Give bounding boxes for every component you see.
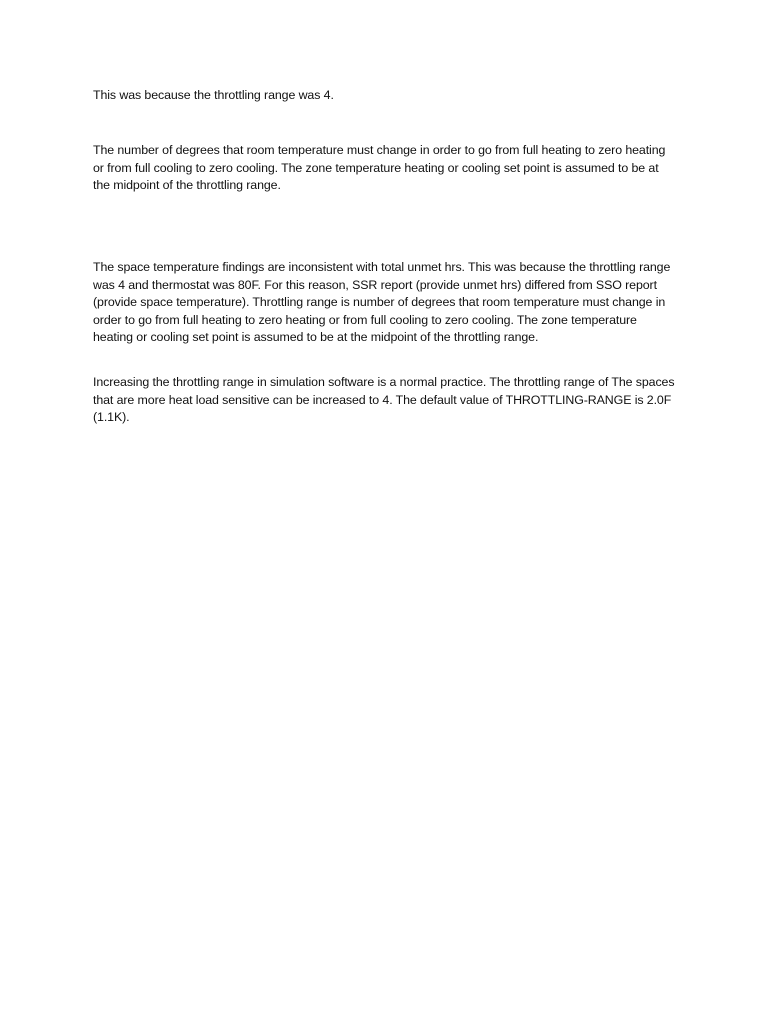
paragraph-space-temperature-findings: The space temperature findings are inconsistent with total unmet hrs. This was because the throttling range was 4 and thermostat was 80F. For this reason, SSR report (provide unmet hrs) differed from SSO report (provide space temperature). Throttling range is number of degrees that room temperature must change in order to go from full heating to zero heating or from full cooling to zero cooling. The zone temperature heating or cooling set point is assumed to be at the midpoint of the throttling range.	[93, 260, 671, 345]
paragraph-throttling-definition: The number of degrees that room temperature must change in order to go from full heating to zero heating or from full cooling to zero cooling. The zone temperature heating or cooling set point is assumed to be at the midpoint of the throttling range.	[93, 143, 666, 193]
paragraph-throttling-reason: This was because the throttling range was 4.	[93, 88, 334, 102]
paragraph-increasing-throttling-range: Increasing the throttling range in simulation software is a normal practice. The throttling range of The spaces that are more heat load sensitive can be increased to 4. The default value of THROTTLING-RANGE is 2.0F (1.1K).	[93, 375, 675, 425]
